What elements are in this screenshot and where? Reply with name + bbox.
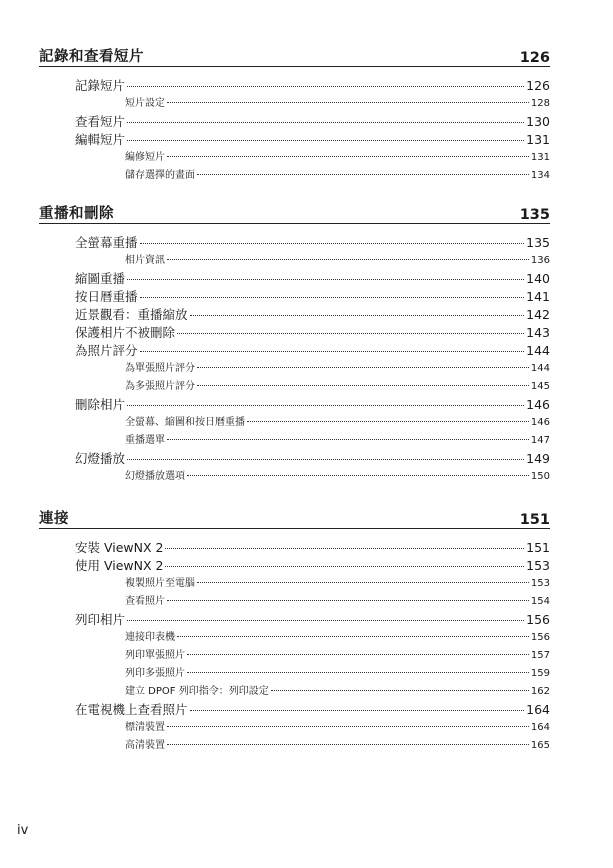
toc-subentry: [125, 360, 550, 378]
toc-subentry: [125, 95, 550, 113]
toc-subentry: [125, 414, 550, 432]
entry-page-number: 140: [526, 271, 550, 286]
dot-leader: [127, 86, 524, 87]
toc-subentry: [125, 593, 550, 611]
toc-entry: [75, 342, 550, 360]
entry-title: 複製照片至電腦: [125, 578, 195, 589]
entry-title: 幻燈播放: [75, 451, 126, 466]
entry-title: 相片資訊: [125, 255, 165, 266]
toc-entry: [75, 288, 550, 306]
dot-leader: [167, 439, 529, 440]
dot-leader: [167, 259, 529, 260]
toc-subentry: [125, 252, 550, 270]
entry-page-number: 164: [530, 722, 550, 733]
dot-leader: [167, 726, 529, 727]
toc-entry: [75, 396, 550, 414]
section-header: [39, 44, 550, 67]
toc-subentry: [125, 647, 550, 665]
toc-subentry: [125, 719, 550, 737]
entry-title: 全螢幕、縮圖和按日曆重播: [125, 417, 245, 428]
entry-title: 連接印表機: [125, 632, 175, 643]
entry-page-number: 156: [526, 612, 550, 627]
dot-leader: [271, 690, 529, 691]
entry-title: 編修短片: [125, 152, 165, 163]
entry-page-number: 135: [526, 235, 550, 250]
dot-leader: [140, 243, 525, 244]
dot-leader: [127, 620, 524, 621]
toc-subentry: [125, 167, 550, 185]
dot-leader: [167, 102, 529, 103]
entry-page-number: 156: [530, 632, 550, 643]
entry-title: 列印多張照片: [125, 668, 185, 679]
entry-page-number: 144: [526, 343, 550, 358]
toc-subentry: [125, 665, 550, 683]
entry-page-number: 153: [530, 578, 550, 589]
entry-page-number: 131: [526, 132, 550, 147]
entry-title: 建立 DPOF 列印指令：列印設定: [125, 686, 269, 697]
toc-entry: [75, 324, 550, 342]
entry-title: 保護相片不被刪除: [75, 325, 176, 340]
section-entries: [39, 77, 550, 185]
toc-subentry: [125, 149, 550, 167]
dot-leader: [190, 315, 525, 316]
section-page-number: 151: [519, 512, 550, 528]
entry-title: 安裝 ViewNX 2: [75, 540, 164, 555]
entry-title: 儲存選擇的畫面: [125, 170, 195, 181]
dot-leader: [247, 421, 529, 422]
dot-leader: [187, 654, 529, 655]
entry-page-number: 154: [530, 596, 550, 607]
entry-page-number: 131: [530, 152, 550, 163]
entry-page-number: 151: [526, 540, 550, 555]
entry-title: 高清裝置: [125, 740, 165, 751]
entry-page-number: 142: [526, 307, 550, 322]
entry-title: 按日曆重播: [75, 289, 138, 304]
dot-leader: [127, 459, 524, 460]
entry-title: 列印單張照片: [125, 650, 185, 661]
dot-leader: [165, 548, 524, 549]
dot-leader: [167, 600, 529, 601]
toc-entry: [75, 701, 550, 719]
toc-subentry: [125, 378, 550, 396]
dot-leader: [127, 122, 524, 123]
entry-page-number: 144: [530, 363, 550, 374]
entry-title: 列印相片: [75, 612, 126, 627]
entry-page-number: 146: [526, 397, 550, 412]
section-entries: [39, 539, 550, 755]
toc-entry: [75, 557, 550, 575]
entry-page-number: 150: [530, 471, 550, 482]
toc-entry: [75, 611, 550, 629]
entry-page-number: 130: [526, 114, 550, 129]
page-folio: iv: [17, 823, 29, 838]
dot-leader: [140, 297, 525, 298]
dot-leader: [197, 582, 529, 583]
toc-entry: [75, 234, 550, 252]
entry-title: 縮圖重播: [75, 271, 126, 286]
section-page-number: 126: [519, 50, 550, 66]
entry-title: 在電視機上查看照片: [75, 702, 188, 717]
toc-section: [39, 44, 550, 185]
entry-title: 刪除相片: [75, 397, 126, 412]
dot-leader: [127, 140, 524, 141]
entry-title: 為照片評分: [75, 343, 138, 358]
dot-leader: [197, 367, 529, 368]
entry-title: 為單張照片評分: [125, 363, 195, 374]
section-title: 記錄和查看短片: [39, 49, 144, 65]
toc-entry: [75, 539, 550, 557]
entry-title: 使用 ViewNX 2: [75, 558, 164, 573]
dot-leader: [190, 710, 525, 711]
entry-page-number: 141: [526, 289, 550, 304]
entry-title: 短片設定: [125, 98, 165, 109]
entry-page-number: 153: [526, 558, 550, 573]
entry-title: 查看短片: [75, 114, 126, 129]
toc-subentry: [125, 737, 550, 755]
entry-page-number: 146: [530, 417, 550, 428]
entry-title: 全螢幕重播: [75, 235, 138, 250]
dot-leader: [127, 279, 524, 280]
dot-leader: [197, 174, 529, 175]
dot-leader: [167, 156, 529, 157]
dot-leader: [197, 385, 529, 386]
entry-title: 編輯短片: [75, 132, 126, 147]
entry-page-number: 128: [530, 98, 550, 109]
entry-page-number: 145: [530, 381, 550, 392]
dot-leader: [140, 351, 525, 352]
entry-page-number: 126: [526, 78, 550, 93]
entry-title: 標清裝置: [125, 722, 165, 733]
entry-title: 記錄短片: [75, 78, 126, 93]
dot-leader: [187, 475, 529, 476]
entry-title: 近景觀看：重播縮放: [75, 307, 188, 322]
section-header: [39, 201, 550, 224]
entry-title: 為多張照片評分: [125, 381, 195, 392]
toc-section: [39, 506, 550, 755]
toc-subentry: [125, 629, 550, 647]
entry-title: 查看照片: [125, 596, 165, 607]
section-title: 重播和刪除: [39, 206, 114, 222]
entry-page-number: 136: [530, 255, 550, 266]
entry-title: 重播選單: [125, 435, 165, 446]
section-page-number: 135: [519, 207, 550, 223]
toc-entry: [75, 270, 550, 288]
toc-subentry: [125, 575, 550, 593]
entry-page-number: 147: [530, 435, 550, 446]
section-entries: [39, 234, 550, 486]
entry-page-number: 164: [526, 702, 550, 717]
dot-leader: [187, 672, 529, 673]
entry-page-number: 157: [530, 650, 550, 661]
toc-entry: [75, 450, 550, 468]
toc-entry: [75, 131, 550, 149]
toc-section: [39, 201, 550, 486]
entry-title: 幻燈播放選項: [125, 471, 185, 482]
dot-leader: [167, 744, 529, 745]
toc-entry: [75, 306, 550, 324]
dot-leader: [177, 636, 529, 637]
section-header: [39, 506, 550, 529]
entry-page-number: 162: [530, 686, 550, 697]
entry-page-number: 134: [530, 170, 550, 181]
toc-entry: [75, 77, 550, 95]
section-title: 連接: [39, 511, 69, 527]
toc-subentry: [125, 468, 550, 486]
entry-page-number: 143: [526, 325, 550, 340]
dot-leader: [127, 405, 524, 406]
toc-subentry: [125, 683, 550, 701]
entry-page-number: 159: [530, 668, 550, 679]
entry-page-number: 165: [530, 740, 550, 751]
toc-subentry: [125, 432, 550, 450]
entry-page-number: 149: [526, 451, 550, 466]
toc-entry: [75, 113, 550, 131]
dot-leader: [177, 333, 524, 334]
dot-leader: [165, 566, 524, 567]
